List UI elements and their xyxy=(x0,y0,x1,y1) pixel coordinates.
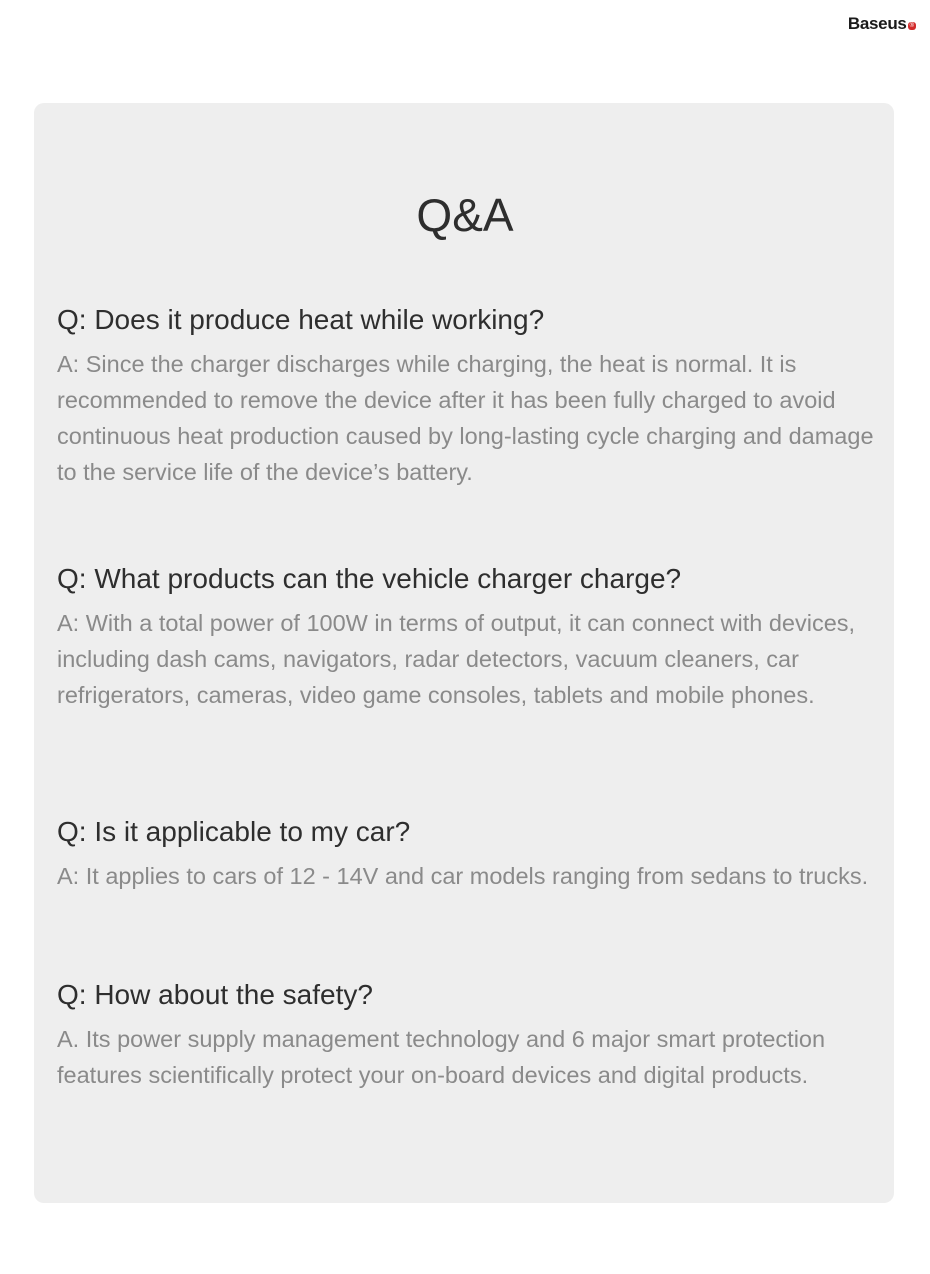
answer-text: A: It applies to cars of 12 - 14V and car models ranging from sedans to trucks. xyxy=(57,863,869,889)
page-title: Q&A xyxy=(416,189,514,241)
qa-item-products xyxy=(57,561,887,713)
brand-name: Baseus xyxy=(847,14,907,33)
question-heading: Q: Does it produce heat while working? xyxy=(57,304,545,335)
brand-badge: ® xyxy=(909,22,914,29)
answer-text: A. Its power supply management technology and 6 major smart protection features scientifically protect your on-board devices and digital products. xyxy=(57,1026,826,1088)
qa-item-heat xyxy=(57,302,887,490)
brand-logo xyxy=(848,14,916,34)
qa-item-compatibility xyxy=(57,814,887,894)
answer-text: A: With a total power of 100W in terms of output, it can connect with devices, including dash cams, navigators, radar detectors, vacuum cleaners, car refrigerators, cameras, video game consoles, tablets and mobile phones. xyxy=(57,610,856,708)
question-heading: Q: What products can the vehicle charger charge? xyxy=(57,563,682,594)
question-heading: Q: Is it applicable to my car? xyxy=(57,816,411,847)
qa-item-safety xyxy=(57,977,887,1093)
question-heading: Q: How about the safety? xyxy=(57,979,373,1010)
answer-text: A: Since the charger discharges while charging, the heat is normal. It is recommended to remove the device after it has been fully charged to avoid continuous heat production caused by long-lasting cycle charging and damage to the service life of the device’s battery. xyxy=(57,351,874,485)
